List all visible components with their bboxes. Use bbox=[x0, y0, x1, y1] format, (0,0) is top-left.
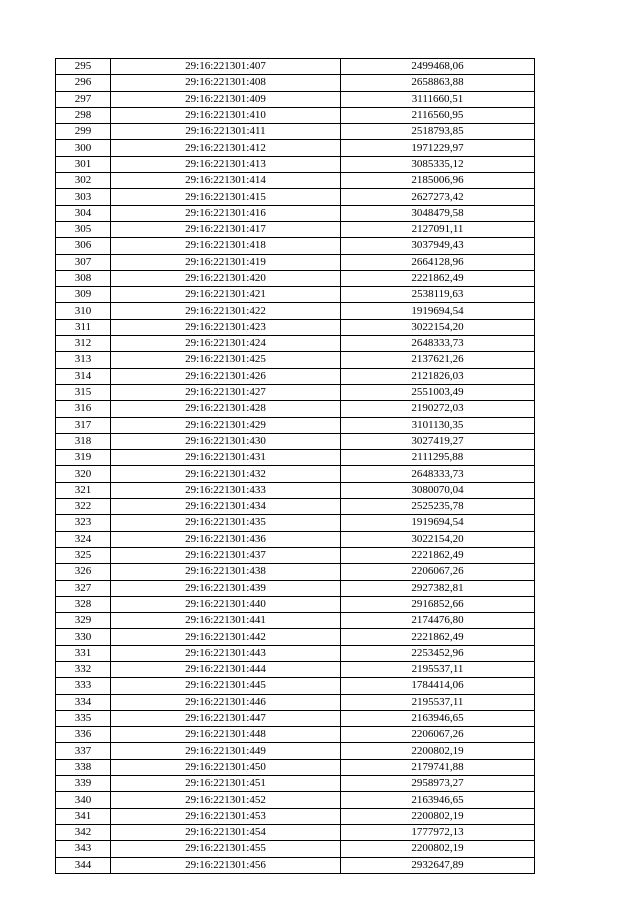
value-cell: 2200802,19 bbox=[341, 841, 535, 857]
cadastral-number-cell: 29:16:221301:437 bbox=[111, 547, 341, 563]
cadastral-number-cell: 29:16:221301:442 bbox=[111, 629, 341, 645]
table-row bbox=[56, 59, 535, 75]
row-number-cell: 340 bbox=[56, 792, 111, 808]
value-cell: 3085335,12 bbox=[341, 156, 535, 172]
row-number-cell: 312 bbox=[56, 336, 111, 352]
table-row bbox=[56, 336, 535, 352]
value-cell: 2137621,26 bbox=[341, 352, 535, 368]
value-cell: 2127091,11 bbox=[341, 221, 535, 237]
cadastral-number-cell: 29:16:221301:449 bbox=[111, 743, 341, 759]
cadastral-number-cell: 29:16:221301:440 bbox=[111, 596, 341, 612]
value-cell: 3022154,20 bbox=[341, 319, 535, 335]
table-row bbox=[56, 580, 535, 596]
table-row bbox=[56, 499, 535, 515]
cadastral-number-cell: 29:16:221301:420 bbox=[111, 270, 341, 286]
row-number-cell: 323 bbox=[56, 515, 111, 531]
row-number-cell: 344 bbox=[56, 857, 111, 873]
table-row bbox=[56, 107, 535, 123]
cadastral-number-cell: 29:16:221301:412 bbox=[111, 140, 341, 156]
cadastral-number-cell: 29:16:221301:410 bbox=[111, 107, 341, 123]
value-cell: 2916852,66 bbox=[341, 596, 535, 612]
table-row bbox=[56, 613, 535, 629]
row-number-cell: 298 bbox=[56, 107, 111, 123]
cadastral-number-cell: 29:16:221301:448 bbox=[111, 727, 341, 743]
cadastral-number-cell: 29:16:221301:446 bbox=[111, 694, 341, 710]
table-row bbox=[56, 401, 535, 417]
table-row bbox=[56, 173, 535, 189]
value-cell: 2538119,63 bbox=[341, 287, 535, 303]
cadastral-value-table bbox=[55, 58, 535, 874]
value-cell: 2499468,06 bbox=[341, 59, 535, 75]
cadastral-number-cell: 29:16:221301:413 bbox=[111, 156, 341, 172]
table-row bbox=[56, 303, 535, 319]
table-row bbox=[56, 678, 535, 694]
table-row bbox=[56, 531, 535, 547]
value-cell: 2163946,65 bbox=[341, 792, 535, 808]
row-number-cell: 325 bbox=[56, 547, 111, 563]
table-row bbox=[56, 140, 535, 156]
row-number-cell: 329 bbox=[56, 613, 111, 629]
cadastral-number-cell: 29:16:221301:421 bbox=[111, 287, 341, 303]
value-cell: 3037949,43 bbox=[341, 238, 535, 254]
table-body bbox=[56, 59, 535, 874]
row-number-cell: 318 bbox=[56, 433, 111, 449]
value-cell: 2195537,11 bbox=[341, 661, 535, 677]
row-number-cell: 321 bbox=[56, 482, 111, 498]
table-row bbox=[56, 645, 535, 661]
table-row bbox=[56, 792, 535, 808]
value-cell: 2111295,88 bbox=[341, 450, 535, 466]
cadastral-number-cell: 29:16:221301:454 bbox=[111, 824, 341, 840]
table-row bbox=[56, 205, 535, 221]
row-number-cell: 331 bbox=[56, 645, 111, 661]
table-row bbox=[56, 596, 535, 612]
row-number-cell: 336 bbox=[56, 727, 111, 743]
row-number-cell: 299 bbox=[56, 124, 111, 140]
value-cell: 2121826,03 bbox=[341, 368, 535, 384]
row-number-cell: 327 bbox=[56, 580, 111, 596]
table-row bbox=[56, 270, 535, 286]
cadastral-number-cell: 29:16:221301:453 bbox=[111, 808, 341, 824]
value-cell: 2190272,03 bbox=[341, 401, 535, 417]
value-cell: 2200802,19 bbox=[341, 808, 535, 824]
row-number-cell: 335 bbox=[56, 710, 111, 726]
table-row bbox=[56, 515, 535, 531]
cadastral-number-cell: 29:16:221301:426 bbox=[111, 368, 341, 384]
row-number-cell: 302 bbox=[56, 173, 111, 189]
value-cell: 2174476,80 bbox=[341, 613, 535, 629]
row-number-cell: 310 bbox=[56, 303, 111, 319]
value-cell: 2221862,49 bbox=[341, 270, 535, 286]
row-number-cell: 339 bbox=[56, 776, 111, 792]
cadastral-number-cell: 29:16:221301:419 bbox=[111, 254, 341, 270]
row-number-cell: 301 bbox=[56, 156, 111, 172]
row-number-cell: 304 bbox=[56, 205, 111, 221]
row-number-cell: 326 bbox=[56, 564, 111, 580]
table-row bbox=[56, 694, 535, 710]
row-number-cell: 313 bbox=[56, 352, 111, 368]
cadastral-number-cell: 29:16:221301:430 bbox=[111, 433, 341, 449]
cadastral-number-cell: 29:16:221301:427 bbox=[111, 384, 341, 400]
row-number-cell: 317 bbox=[56, 417, 111, 433]
row-number-cell: 328 bbox=[56, 596, 111, 612]
value-cell: 2200802,19 bbox=[341, 743, 535, 759]
table-row bbox=[56, 629, 535, 645]
table-row bbox=[56, 824, 535, 840]
row-number-cell: 316 bbox=[56, 401, 111, 417]
table-row bbox=[56, 547, 535, 563]
value-cell: 2958973,27 bbox=[341, 776, 535, 792]
table-row bbox=[56, 238, 535, 254]
table-row bbox=[56, 75, 535, 91]
row-number-cell: 341 bbox=[56, 808, 111, 824]
value-cell: 2518793,85 bbox=[341, 124, 535, 140]
value-cell: 2648333,73 bbox=[341, 466, 535, 482]
table-row bbox=[56, 808, 535, 824]
cadastral-number-cell: 29:16:221301:409 bbox=[111, 91, 341, 107]
cadastral-number-cell: 29:16:221301:429 bbox=[111, 417, 341, 433]
table-row bbox=[56, 564, 535, 580]
row-number-cell: 330 bbox=[56, 629, 111, 645]
table-row bbox=[56, 319, 535, 335]
row-number-cell: 343 bbox=[56, 841, 111, 857]
cadastral-number-cell: 29:16:221301:408 bbox=[111, 75, 341, 91]
cadastral-number-cell: 29:16:221301:432 bbox=[111, 466, 341, 482]
table-row bbox=[56, 710, 535, 726]
cadastral-number-cell: 29:16:221301:425 bbox=[111, 352, 341, 368]
table-row bbox=[56, 189, 535, 205]
table-row bbox=[56, 417, 535, 433]
value-cell: 1919694,54 bbox=[341, 515, 535, 531]
cadastral-number-cell: 29:16:221301:443 bbox=[111, 645, 341, 661]
value-cell: 2932647,89 bbox=[341, 857, 535, 873]
value-cell: 2185006,96 bbox=[341, 173, 535, 189]
value-cell: 1777972,13 bbox=[341, 824, 535, 840]
row-number-cell: 319 bbox=[56, 450, 111, 466]
cadastral-number-cell: 29:16:221301:416 bbox=[111, 205, 341, 221]
row-number-cell: 315 bbox=[56, 384, 111, 400]
value-cell: 2116560,95 bbox=[341, 107, 535, 123]
row-number-cell: 322 bbox=[56, 499, 111, 515]
value-cell: 2206067,26 bbox=[341, 727, 535, 743]
row-number-cell: 305 bbox=[56, 221, 111, 237]
cadastral-number-cell: 29:16:221301:445 bbox=[111, 678, 341, 694]
cadastral-number-cell: 29:16:221301:455 bbox=[111, 841, 341, 857]
row-number-cell: 334 bbox=[56, 694, 111, 710]
table-row bbox=[56, 156, 535, 172]
value-cell: 3080070,04 bbox=[341, 482, 535, 498]
value-cell: 1971229,97 bbox=[341, 140, 535, 156]
cadastral-number-cell: 29:16:221301:407 bbox=[111, 59, 341, 75]
row-number-cell: 320 bbox=[56, 466, 111, 482]
table-row bbox=[56, 776, 535, 792]
value-cell: 2206067,26 bbox=[341, 564, 535, 580]
row-number-cell: 338 bbox=[56, 759, 111, 775]
cadastral-number-cell: 29:16:221301:435 bbox=[111, 515, 341, 531]
table-row bbox=[56, 433, 535, 449]
table-row bbox=[56, 287, 535, 303]
value-cell: 2627273,42 bbox=[341, 189, 535, 205]
table-row bbox=[56, 352, 535, 368]
cadastral-number-cell: 29:16:221301:451 bbox=[111, 776, 341, 792]
value-cell: 2253452,96 bbox=[341, 645, 535, 661]
table-row bbox=[56, 466, 535, 482]
value-cell: 2664128,96 bbox=[341, 254, 535, 270]
row-number-cell: 307 bbox=[56, 254, 111, 270]
table-row bbox=[56, 384, 535, 400]
table-row bbox=[56, 368, 535, 384]
cadastral-number-cell: 29:16:221301:441 bbox=[111, 613, 341, 629]
row-number-cell: 324 bbox=[56, 531, 111, 547]
table-row bbox=[56, 482, 535, 498]
table-row bbox=[56, 841, 535, 857]
row-number-cell: 342 bbox=[56, 824, 111, 840]
cadastral-number-cell: 29:16:221301:447 bbox=[111, 710, 341, 726]
cadastral-number-cell: 29:16:221301:414 bbox=[111, 173, 341, 189]
value-cell: 2221862,49 bbox=[341, 629, 535, 645]
value-cell: 2195537,11 bbox=[341, 694, 535, 710]
cadastral-number-cell: 29:16:221301:436 bbox=[111, 531, 341, 547]
cadastral-number-cell: 29:16:221301:418 bbox=[111, 238, 341, 254]
value-cell: 2221862,49 bbox=[341, 547, 535, 563]
row-number-cell: 295 bbox=[56, 59, 111, 75]
row-number-cell: 309 bbox=[56, 287, 111, 303]
table-row bbox=[56, 450, 535, 466]
document-page bbox=[55, 58, 534, 874]
cadastral-number-cell: 29:16:221301:433 bbox=[111, 482, 341, 498]
cadastral-number-cell: 29:16:221301:422 bbox=[111, 303, 341, 319]
value-cell: 3048479,58 bbox=[341, 205, 535, 221]
cadastral-number-cell: 29:16:221301:428 bbox=[111, 401, 341, 417]
value-cell: 3111660,51 bbox=[341, 91, 535, 107]
row-number-cell: 306 bbox=[56, 238, 111, 254]
value-cell: 2163946,65 bbox=[341, 710, 535, 726]
cadastral-number-cell: 29:16:221301:417 bbox=[111, 221, 341, 237]
table-row bbox=[56, 91, 535, 107]
row-number-cell: 311 bbox=[56, 319, 111, 335]
cadastral-number-cell: 29:16:221301:423 bbox=[111, 319, 341, 335]
value-cell: 2525235,78 bbox=[341, 499, 535, 515]
cadastral-number-cell: 29:16:221301:415 bbox=[111, 189, 341, 205]
value-cell: 2551003,49 bbox=[341, 384, 535, 400]
row-number-cell: 332 bbox=[56, 661, 111, 677]
value-cell: 3101130,35 bbox=[341, 417, 535, 433]
cadastral-number-cell: 29:16:221301:444 bbox=[111, 661, 341, 677]
row-number-cell: 303 bbox=[56, 189, 111, 205]
table-row bbox=[56, 759, 535, 775]
table-row bbox=[56, 857, 535, 873]
row-number-cell: 314 bbox=[56, 368, 111, 384]
row-number-cell: 308 bbox=[56, 270, 111, 286]
value-cell: 2927382,81 bbox=[341, 580, 535, 596]
value-cell: 2648333,73 bbox=[341, 336, 535, 352]
table-row bbox=[56, 661, 535, 677]
row-number-cell: 337 bbox=[56, 743, 111, 759]
cadastral-number-cell: 29:16:221301:456 bbox=[111, 857, 341, 873]
cadastral-number-cell: 29:16:221301:434 bbox=[111, 499, 341, 515]
table-row bbox=[56, 124, 535, 140]
cadastral-number-cell: 29:16:221301:424 bbox=[111, 336, 341, 352]
value-cell: 1784414,06 bbox=[341, 678, 535, 694]
table-row bbox=[56, 221, 535, 237]
row-number-cell: 297 bbox=[56, 91, 111, 107]
cadastral-number-cell: 29:16:221301:439 bbox=[111, 580, 341, 596]
value-cell: 3022154,20 bbox=[341, 531, 535, 547]
row-number-cell: 300 bbox=[56, 140, 111, 156]
value-cell: 2179741,88 bbox=[341, 759, 535, 775]
cadastral-number-cell: 29:16:221301:411 bbox=[111, 124, 341, 140]
cadastral-number-cell: 29:16:221301:431 bbox=[111, 450, 341, 466]
value-cell: 1919694,54 bbox=[341, 303, 535, 319]
table-row bbox=[56, 743, 535, 759]
table-row bbox=[56, 727, 535, 743]
table-row bbox=[56, 254, 535, 270]
cadastral-number-cell: 29:16:221301:438 bbox=[111, 564, 341, 580]
row-number-cell: 296 bbox=[56, 75, 111, 91]
value-cell: 2658863,88 bbox=[341, 75, 535, 91]
value-cell: 3027419,27 bbox=[341, 433, 535, 449]
cadastral-number-cell: 29:16:221301:452 bbox=[111, 792, 341, 808]
row-number-cell: 333 bbox=[56, 678, 111, 694]
cadastral-number-cell: 29:16:221301:450 bbox=[111, 759, 341, 775]
